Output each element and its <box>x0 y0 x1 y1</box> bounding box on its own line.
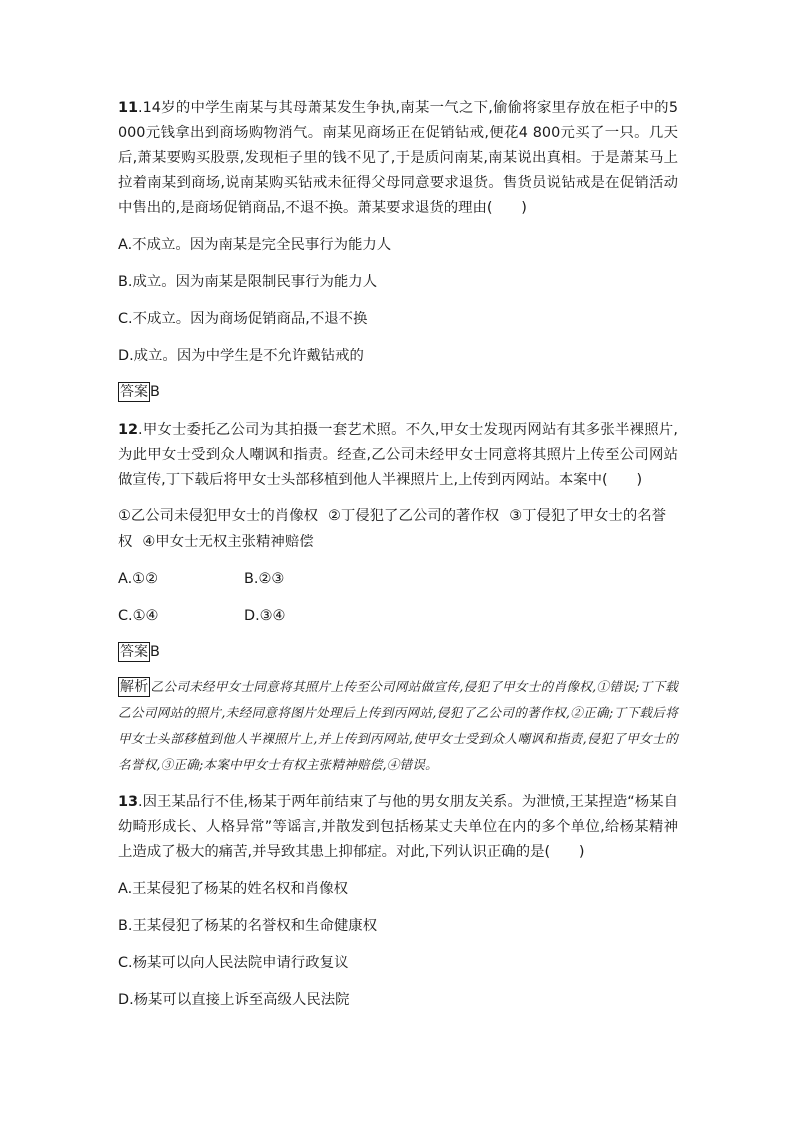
question-number: 13 <box>118 794 139 810</box>
option-c: C.不成立。因为商场促销商品,不退不换 <box>118 311 368 327</box>
option-d: D.杨某可以直接上诉至高级人民法院 <box>118 992 350 1008</box>
analysis-text: 乙公司未经甲女士同意将其照片上传至公司网站做宣传,侵犯了甲女士的肖像权,①错误;丁下载乙公司网站的照片,未经同意将图片处理后上传到丙网站,侵犯了乙公司的著作权,②正确;丁下载后将甲女士头部移植到他人半裸照片上,并上传到丙网站,使甲女士受到众人嘲讽和指责,侵犯了甲女士的名誉权,③正确;本案中甲女士有权主张精神赔偿,④错误。 <box>118 679 678 772</box>
analysis-block <box>118 674 678 778</box>
question-13-stem <box>118 790 678 865</box>
statement-3: ③丁侵犯了甲女士的名誉权 <box>118 508 666 550</box>
statement-1: ①乙公司未侵犯甲女士的肖像权 <box>118 508 318 524</box>
statement-2: ②丁侵犯了乙公司的著作权 <box>327 508 500 524</box>
answer-value: B <box>150 644 160 660</box>
question-text: .因王某品行不佳,杨某于两年前结束了与他的男女朋友关系。为泄愤,王某捏造“杨某自幼畸形成长、人格异常”等谣言,并散发到包括杨某丈夫单位在内的多个单位,给杨某精神上造成了极大的痛苦,并导致其患上抑郁症。对此,下列认识正确的是( ) <box>118 794 678 860</box>
statement-4: ④甲女士无权主张精神赔偿 <box>142 534 314 550</box>
answer-line <box>118 382 678 402</box>
option-d: D.③④ <box>244 608 286 624</box>
answer-tag: 答案 <box>120 644 148 660</box>
option-a: A.不成立。因为南某是完全民事行为能力人 <box>118 237 392 253</box>
option-row <box>118 569 678 589</box>
question-number: 11 <box>118 100 139 116</box>
question-text: .甲女士委托乙公司为其拍摄一套艺术照。不久,甲女士发现丙网站有其多张半裸照片,为此甲女士受到众人嘲讽和指责。经查,乙公司未经甲女士同意将其照片上传至公司网站做宣传,丁下载后将甲女士头部移植到他人半裸照片上,上传到丙网站。本案中( ) <box>118 422 678 488</box>
question-text: .14岁的中学生南某与其母萧某发生争执,南某一气之下,偷偷将家里存放在柜子中的5 000元钱拿出到商场购物消气。南某见商场正在促销钻戒,便花4 800元买了一只。几天后,萧某要购买股票,发现柜子里的钱不见了,于是质问南某,南某说出真相。于是萧某马上拉着南某到商场,说南某购买钻戒未征得父母同意要求退货。售货员说钻戒是在促销活动中售出的,是商场促销商品,不退不换。萧某要求退货的理由( ) <box>118 100 678 216</box>
option-b: B.②③ <box>244 571 285 587</box>
option-row <box>118 606 678 626</box>
option-a: A.①② <box>118 571 158 587</box>
statement-list <box>118 503 678 555</box>
answer-tag: 答案 <box>120 384 148 400</box>
answer-line <box>118 642 678 662</box>
document-page <box>118 96 678 1010</box>
option-a: A.王某侵犯了杨某的姓名权和肖像权 <box>118 881 349 897</box>
option-c: C.杨某可以向人民法院申请行政复议 <box>118 955 349 971</box>
question-number: 12 <box>118 422 139 438</box>
option-c: C.①④ <box>118 608 159 624</box>
question-12-stem <box>118 418 678 493</box>
option-d: D.成立。因为中学生是不允许戴钻戒的 <box>118 348 364 364</box>
question-11-stem <box>118 96 678 221</box>
answer-value: B <box>150 384 160 400</box>
option-b: B.王某侵犯了杨某的名誉权和生命健康权 <box>118 918 378 934</box>
option-b: B.成立。因为南某是限制民事行为能力人 <box>118 274 378 290</box>
analysis-tag: 解析 <box>120 679 149 695</box>
